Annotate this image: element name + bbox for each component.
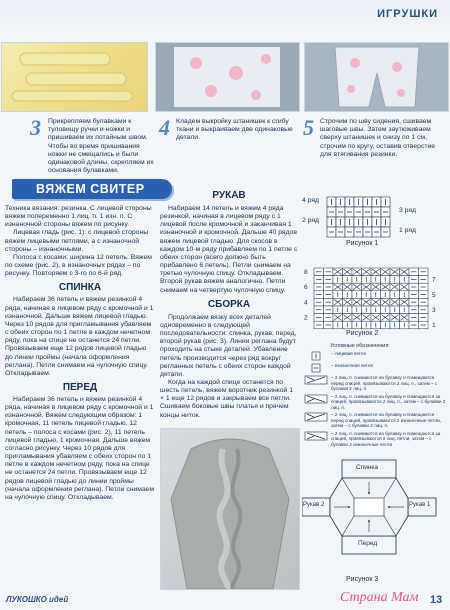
pants-illustration xyxy=(305,43,448,111)
step-number: 4 xyxy=(159,115,170,140)
assembly-paragraph-2: Когда на каждой спице останется по шесть петель, вяжем воротник резинкой 1 × 1 еще 12 рядов и закрываем все петли. Сшиваем боковые швы платья и прячем концы ниток. xyxy=(160,378,294,419)
left-column xyxy=(5,205,155,502)
heading-back: СПИНКА xyxy=(58,282,102,294)
legend-item-text: – изнаночная петля xyxy=(331,363,373,368)
sleeve-paragraph: Набираем 14 петель и вяжем 4 ряда резинкой, начиная в лицевом ряду с 1 лицевой после кромочной и заканчивая 1 изнаночной и кромочной. Дальше 40 рядов вяжем лицевой гладью. Для скосов в каждом 10-м ряду прибавляем по 1 петле с обеих сторон (всего должно быть прибавлено 6 петель). Петли снимаем на третью чулочную спицу. Откладываем. Второй рукав вяжем аналогично. Петли снимаем на четвертую чулочную спицу. xyxy=(160,205,298,294)
fig3-sleeve2-label: Рукав 2 xyxy=(303,502,325,508)
front-paragraph: Набираем 36 петель и вяжем резинкой 4 ряда, начиная в лицевом ряду с кромочной и 1 изнаночной. Вяжем следующим образом: 1 кромочная, 11 петель лицевой гладью, 12 петель – полоса с косами (рис. 2), 11 петель лицевой гладью, 1 кромочная. Дальше вяжем согласно рисунку. Через 10 рядов для пригламывания убавляем с обеих сторон по 1 петле в каждом нечетном ряду, пока на спице не останется 24 петли. Провязываем еще 12 рядов лицевой гладью до линии проймы (начала оформления реглана). Петли снимаем на чулочную спицу. Откладываем. xyxy=(5,395,155,501)
legend-title: Условные обозначения: xyxy=(330,343,390,349)
doll-limbs-illustration xyxy=(2,43,147,111)
fig3-caption: Рисунок 3 xyxy=(346,576,379,583)
photo-pants xyxy=(304,42,449,112)
watermark: Страна Мам xyxy=(340,590,419,605)
banner-title: ВЯЖЕМ СВИТЕР xyxy=(36,182,145,196)
section-banner xyxy=(12,179,172,199)
cable-paragraph: Полоса с косами: ширина 12 петель. Вяжем по схеме (рис. 2), в изнаночных рядах – по рисунку. Повторяем с 3-го по 6-й ряд. xyxy=(5,253,152,278)
legend-symbol xyxy=(304,431,328,441)
legend-item xyxy=(304,394,446,411)
fig1-row-label: 4 ряд xyxy=(302,197,320,204)
fig1-row-label: 2 ряд xyxy=(302,217,320,224)
section-title: ИГРУШКИ xyxy=(377,8,438,20)
photo-fabric-pattern xyxy=(155,42,300,112)
legend-item-text: – 2 лиц. п. снимаются на булавку и помещаются перед спицей, провязываются 2 лиц. п., затем – с булавки 2 лиц. п. xyxy=(331,375,438,391)
fig2-row-label: 2 xyxy=(304,314,308,322)
fig2-grid xyxy=(302,266,447,330)
middle-column xyxy=(160,190,298,420)
heading-assembly: СБОРКА xyxy=(207,298,251,310)
back-paragraph: Набираем 36 петель и вяжем резинкой 4 ряда, начиная в лицевом ряду с кромочной и 1 изнаночной. Дальше вяжем лицевой гладью. Через 10 рядов для пригламывания убавляем с обеих сторон по 1 петле в каждом нечетном ряду, пока на спице не останется 24 петли. Провязываем еще 12 рядов лицевой гладью до линии проймы (начала оформления реглана). Петли снимаем на чулочную спицу. Откладываем. xyxy=(5,296,154,377)
fig2-row-label: 1 xyxy=(432,322,436,330)
assembly-paragraph-1: Продолжаем вязку всех деталей одновременно в следующей последовательности: спинка, рукав, перед, второй рукав (рис. 3). Линии реглана будут проходить на стыке деталей. Убавление петель производится через ряд вокруг регланных петель с обеих сторон каждой детали. xyxy=(160,313,297,378)
fig2-row-label: 7 xyxy=(432,276,436,284)
legend-item-text: – лицевая петля xyxy=(331,351,366,356)
fig1-caption: Рисунок 1 xyxy=(346,240,379,247)
legend-symbol xyxy=(304,375,328,385)
fig2-row-label: 8 xyxy=(304,269,308,276)
step-number: 5 xyxy=(303,115,314,140)
figure-3 xyxy=(302,458,447,588)
fig1-row-label: 1 ряд xyxy=(399,227,417,234)
legend-symbol xyxy=(304,351,328,361)
legend-item xyxy=(304,431,446,448)
legend-item xyxy=(304,351,446,361)
heading-front: ПЕРЕД xyxy=(62,381,98,393)
fig3-back-label: Спинка xyxy=(356,464,379,471)
fig2-row-label: 5 xyxy=(432,291,436,299)
figure-2 xyxy=(302,266,447,342)
legend-item-text: – 2 лиц. п. снимаются на булавку и помещаются перед спицей, провязываются 2 изнаночные петли, затем – с булавки 2 лиц. п. xyxy=(331,412,441,428)
step-text: Кладем выкройку штанишек к сгибу ткани и выкраиваем две одинаковые детали. xyxy=(176,118,293,142)
legend-symbol xyxy=(304,363,328,373)
legend xyxy=(304,343,446,447)
photo-doll-body xyxy=(1,42,148,112)
fig2-row-label: 3 xyxy=(432,307,436,314)
photo-sweater xyxy=(160,428,300,590)
legend-item-text: – 2 лиц. п. снимаются на булавку и помещаются за спицей, провязываются 2 лиц. петли, затем – с булавки 2 изнаночные петли xyxy=(331,430,441,447)
legend-symbol xyxy=(304,412,328,422)
fig3-diagram xyxy=(302,458,447,576)
step-text: Строчим по шву сидения, сшиваем шаговые швы. Затем заутюживаем сверху штанишек и снизу по 1 см, строчим по кругу, оставив отверстие для втягивания резинки. xyxy=(320,118,436,158)
heading-sleeve: РУКАВ xyxy=(212,190,246,201)
step-text: Прикрепляем булавками к туловищу ручки и ножки и пришиваем их потайным швом. Чтобы во время пришивания ножки не смещались и были одинаковой длины, скрепляем их основания булавками. xyxy=(48,118,154,175)
technique-paragraph: Техника вязания: резинка. С лицевой стороны вяжем попеременно 1 лиц. п. 1 изн. п. С изнаночной стороны вяжем по рисунку. xyxy=(5,205,152,229)
legend-symbol xyxy=(304,394,328,404)
page-number: 13 xyxy=(430,594,443,606)
sweater-illustration xyxy=(161,429,299,589)
legend-item xyxy=(304,363,446,373)
figure-1 xyxy=(302,196,447,254)
legend-item xyxy=(304,375,446,392)
fig3-sleeve1-label: Рукав 1 xyxy=(409,502,431,508)
legend-item xyxy=(304,412,446,429)
fig1-row-label: 3 ряд xyxy=(399,207,417,214)
step-number: 3 xyxy=(30,115,41,140)
legend-item-text: – 2 лиц. п. снимаются на булавку и помещаются за спицей, провязываются 2 лиц. п., затем – с булавки 2 лиц. п. xyxy=(331,393,446,410)
stockinette-paragraph: Лицевая гладь (рис. 1): с лицевой стороны вяжем лицевыми петлями, а с изнаночной стороны – изнаночными. xyxy=(5,229,149,253)
pattern-illustration xyxy=(156,43,299,111)
fig2-caption: Рисунок 2 xyxy=(346,330,379,337)
fig2-row-label: 6 xyxy=(304,284,308,292)
fig2-row-label: 4 xyxy=(304,299,308,307)
footer-brand: ЛУКОШКО идей xyxy=(6,595,69,604)
fig3-front-label: Перед xyxy=(358,540,378,547)
